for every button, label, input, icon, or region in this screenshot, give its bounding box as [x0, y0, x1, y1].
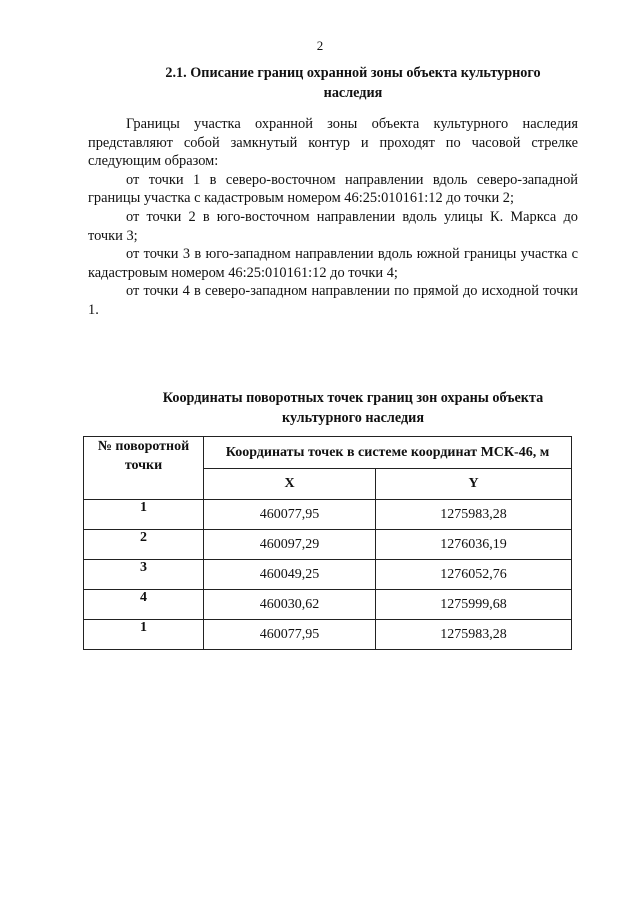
table-row	[84, 620, 572, 650]
paragraph-point-2: от точки 2 в юго-восточном направлении вдоль улицы К. Маркса до точки 3;	[88, 208, 578, 244]
header-point-line-1: № поворотной	[97, 439, 190, 454]
header-coordinates: Координаты точек в системе координат МСК-46, м	[204, 437, 572, 469]
header-y: Y	[376, 469, 572, 500]
paragraph-point-4: от точки 4 в северо-западном направлении по прямой до исходной точки 1.	[88, 283, 578, 318]
paragraph-intro: Границы участка охранной зоны объекта культурного наследия представляют собой замкнутый контур и проходят по часовой стрелке следующим образом:	[88, 116, 578, 170]
section-heading-line-1: 2.1. Описание границ охранной зоны объекта культурного	[165, 65, 541, 81]
header-point-line-2: точки	[124, 458, 163, 473]
table-row	[84, 500, 572, 530]
header-x: X	[204, 469, 376, 500]
y-coordinate-cell: 1275983,28	[376, 620, 572, 650]
table-header-row	[84, 437, 572, 469]
paragraph-point-1: от точки 1 в северо-восточном направлении вдоль северо-западной границы участка с кадастровым номером 46:25:010161:12 до точки 2;	[88, 171, 578, 207]
point-number-cell: 1	[84, 500, 204, 530]
y-coordinate-cell: 1276036,19	[376, 530, 572, 560]
y-coordinate-cell: 1276052,76	[376, 560, 572, 590]
x-coordinate-cell: 460077,95	[204, 500, 376, 530]
point-number-cell: 3	[84, 560, 204, 590]
table-title	[128, 388, 578, 428]
table-title-line-2: культурного наследия	[281, 410, 425, 426]
section-heading	[128, 63, 578, 103]
boundary-description	[88, 115, 578, 320]
y-coordinate-cell: 1275999,68	[376, 590, 572, 620]
x-coordinate-cell: 460030,62	[204, 590, 376, 620]
point-number-cell: 1	[84, 620, 204, 650]
point-number-cell: 4	[84, 590, 204, 620]
table-title-line-1: Координаты поворотных точек границ зон охраны объекта	[162, 390, 544, 406]
section-heading-line-2: наследия	[323, 85, 383, 101]
header-point-number	[84, 437, 204, 500]
point-number-cell: 2	[84, 530, 204, 560]
x-coordinate-cell: 460077,95	[204, 620, 376, 650]
table-row	[84, 560, 572, 590]
paragraph-point-3: от точки 3 в юго-западном направлении вдоль южной границы участка с кадастровым номером 46:25:010161:12 до точки 4;	[88, 246, 578, 281]
x-coordinate-cell: 460097,29	[204, 530, 376, 560]
y-coordinate-cell: 1275983,28	[376, 500, 572, 530]
coordinates-table	[83, 436, 572, 650]
page-number: 2	[316, 38, 324, 53]
table-row	[84, 590, 572, 620]
x-coordinate-cell: 460049,25	[204, 560, 376, 590]
table-row	[84, 530, 572, 560]
